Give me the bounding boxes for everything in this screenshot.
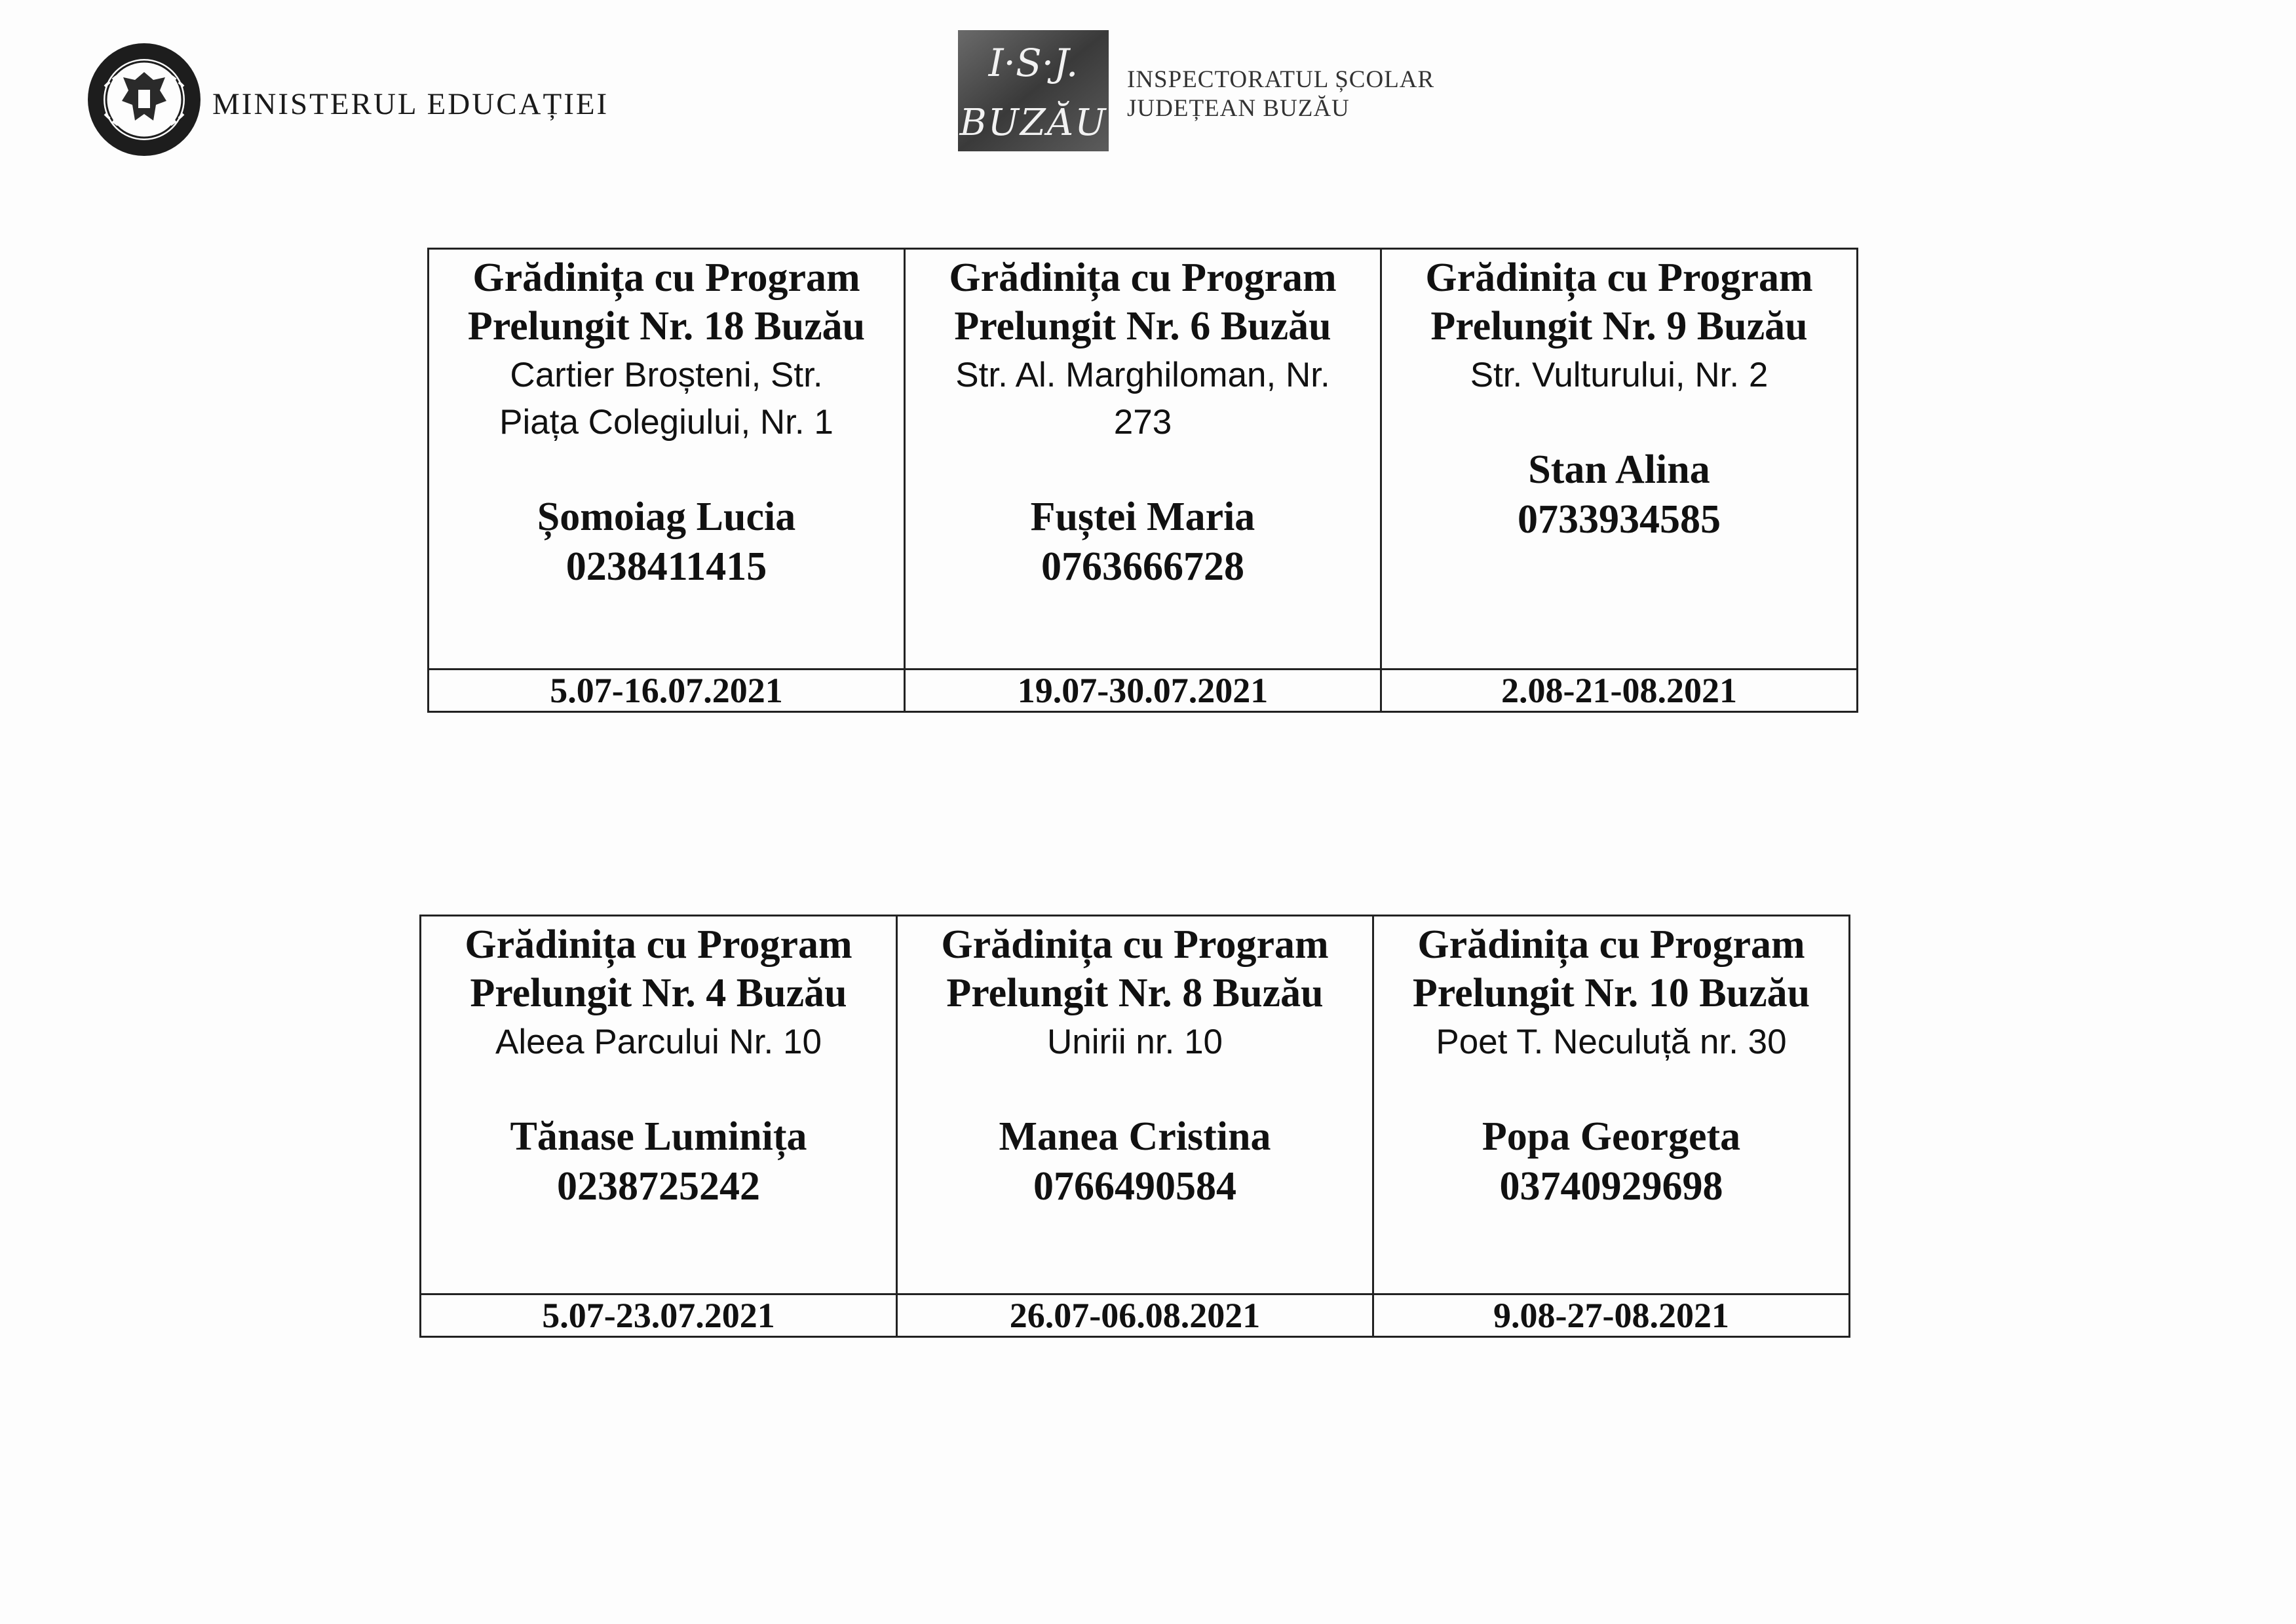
isj-logo-bottom-text: BUZĂU (959, 102, 1107, 144)
period-cell: 5.07-23.07.2021 (421, 1295, 898, 1336)
kindergarten-title: Grădinița cu Program Prelungit Nr. 4 Buzău (465, 922, 852, 1015)
isj-name-line-1: INSPECTORATUL ȘCOLAR (1127, 66, 1435, 93)
isj-name-line-2: JUDEȚEAN BUZĂU (1127, 95, 1350, 122)
contact-phone: 0238725242 (557, 1164, 760, 1209)
kindergarten-address: Unirii nr. 10 (1046, 1023, 1223, 1061)
contact-info (429, 492, 904, 592)
contact-name: Tănase Luminița (510, 1114, 807, 1159)
schedule-table-2 (419, 915, 1850, 1338)
kindergarten-cell (429, 250, 906, 671)
ministry-header (85, 41, 609, 159)
period-row (421, 1293, 1848, 1336)
contact-phone: 0766490584 (1033, 1164, 1236, 1209)
kindergarten-address: Str. Vulturului, Nr. 2 (1470, 356, 1769, 394)
period-cell: 9.08-27-08.2021 (1493, 1296, 1729, 1335)
isj-logo-icon (958, 30, 1109, 151)
contact-phone: 0763666728 (1041, 544, 1244, 589)
kindergarten-cell (898, 916, 1374, 1296)
kindergarten-row (421, 916, 1848, 1296)
kindergarten-cell (1374, 916, 1848, 1296)
contact-info (906, 492, 1380, 592)
kindergarten-title: Grădinița cu Program Prelungit Nr. 8 Buzău (941, 922, 1329, 1015)
kindergarten-address: Aleea Parcului Nr. 10 (495, 1023, 822, 1061)
ministry-name: MINISTERUL EDUCAȚIEI (212, 87, 609, 121)
kindergarten-cell (906, 250, 1382, 671)
contact-info (421, 1112, 896, 1211)
contact-name: Manea Cristina (999, 1114, 1271, 1159)
contact-info (1382, 445, 1856, 544)
contact-name: Fuștei Maria (1030, 495, 1255, 539)
kindergarten-address: Str. Al. Marghiloman, Nr. 273 (955, 356, 1330, 442)
contact-info (1374, 1112, 1848, 1211)
kindergarten-title: Grădinița cu Program Prelungit Nr. 18 Buzău (467, 255, 866, 349)
contact-name: Popa Georgeta (1482, 1114, 1741, 1159)
contact-name: Stan Alina (1528, 447, 1710, 492)
kindergarten-address: Poet T. Neculuță nr. 30 (1436, 1023, 1787, 1061)
period-cell: 2.08-21-08.2021 (1501, 671, 1737, 710)
kindergarten-row (429, 250, 1856, 671)
contact-phone: 0733934585 (1518, 497, 1721, 542)
schedule-table-1 (427, 248, 1858, 713)
kindergarten-title: Grădinița cu Program Prelungit Nr. 10 Buzău (1412, 922, 1810, 1015)
period-row (429, 668, 1856, 711)
kindergarten-cell (421, 916, 898, 1296)
kindergarten-cell (1382, 250, 1856, 671)
period-cell: 26.07-06.08.2021 (898, 1295, 1374, 1336)
contact-phone: 0238411415 (565, 544, 767, 589)
contact-name: Șomoiag Lucia (537, 495, 796, 539)
kindergarten-address: Cartier Broșteni, Str. Piața Colegiului, Nr. 1 (499, 356, 833, 442)
isj-logo-top-text: I·S·J. (988, 41, 1079, 85)
isj-name (1127, 66, 1434, 123)
period-cell: 19.07-30.07.2021 (906, 670, 1382, 711)
government-seal-icon (85, 41, 203, 159)
contact-info (898, 1112, 1372, 1211)
kindergarten-title: Grădinița cu Program Prelungit Nr. 9 Buzău (1425, 255, 1813, 349)
kindergarten-title: Grădinița cu Program Prelungit Nr. 6 Buzău (949, 255, 1337, 349)
period-cell: 5.07-16.07.2021 (429, 670, 906, 711)
contact-phone: 03740929698 (1499, 1164, 1723, 1209)
